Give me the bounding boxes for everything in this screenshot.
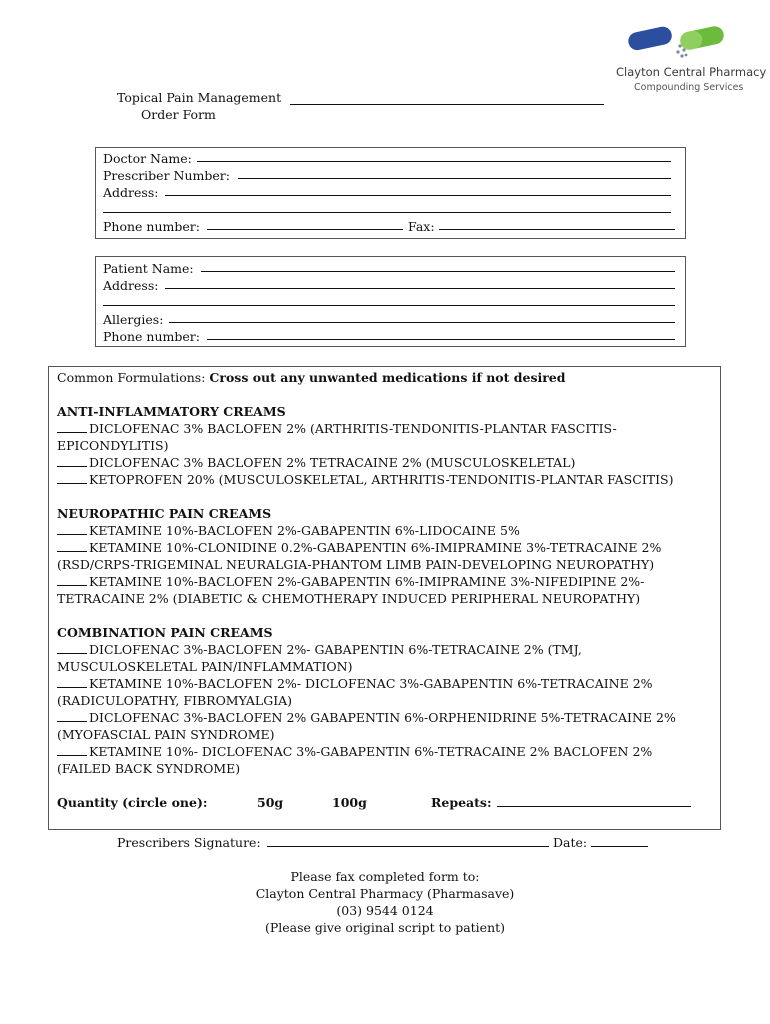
- form-title: Topical Pain Management: [117, 90, 282, 105]
- doctor-fax-label: Fax:: [408, 219, 435, 234]
- formulation-option[interactable]: DICLOFENAC 3%-BACLOFEN 2%- GABAPENTIN 6%-TETRACAINE 2% (TMJ,: [57, 641, 716, 658]
- repeats-field[interactable]: [497, 806, 691, 807]
- footer-line-2: Clayton Central Pharmacy (Pharmasave): [255, 886, 515, 901]
- formulation-option[interactable]: KETOPROFEN 20% (MUSCULOSKELETAL, ARTHRITIS-TENDONITIS-PLANTAR FASCITIS): [57, 471, 716, 488]
- formulation-option-cont: (RSD/CRPS-TRIGEMINAL NEURALGIA-PHANTOM LIMB PAIN-DEVELOPING NEUROPATHY): [57, 557, 655, 572]
- formulations-box: [48, 366, 721, 830]
- form-subtitle: Order Form: [141, 107, 216, 122]
- combination-heading: COMBINATION PAIN CREAMS: [57, 625, 273, 640]
- doctor-phone-label: Phone number:: [103, 219, 200, 234]
- doctor-phone-field[interactable]: [207, 229, 403, 230]
- formulation-option[interactable]: KETAMINE 10%-BACLOFEN 2%- DICLOFENAC 3%-GABAPENTIN 6%-TETRACAINE 2%: [57, 675, 716, 692]
- logo-tagline: Compounding Services: [634, 82, 744, 93]
- date-label: Date:: [553, 835, 588, 850]
- patient-phone-label: Phone number:: [103, 329, 200, 344]
- repeats-label: Repeats:: [431, 795, 492, 810]
- formulation-option[interactable]: KETAMINE 10%-BACLOFEN 2%-GABAPENTIN 6%-IMIPRAMINE 3%-NIFEDIPINE 2%-: [57, 573, 716, 590]
- formulation-option-cont: EPICONDYLITIS): [57, 438, 169, 453]
- formulation-option[interactable]: KETAMINE 10%- DICLOFENAC 3%-GABAPENTIN 6%-TETRACAINE 2% BACLOFEN 2%: [57, 743, 716, 760]
- anti-inflammatory-heading: ANTI-INFLAMMATORY CREAMS: [57, 404, 286, 419]
- doctor-name-field[interactable]: [197, 161, 671, 162]
- logo-company-name: Clayton Central Pharmacy: [616, 65, 767, 79]
- patient-name-label: Patient Name:: [103, 261, 194, 276]
- prescriber-number-field[interactable]: [238, 178, 671, 179]
- patient-details-box: [95, 256, 686, 347]
- doctor-address-field-line2[interactable]: [103, 212, 671, 213]
- formulation-option[interactable]: DICLOFENAC 3% BACLOFEN 2% (ARTHRITIS-TENDONITIS-PLANTAR FASCITIS-: [57, 420, 716, 437]
- pharmacy-logo: [612, 24, 767, 96]
- signature-label: Prescribers Signature:: [117, 835, 261, 850]
- formulation-option-cont: (RADICULOPATHY, FIBROMYALGIA): [57, 693, 293, 708]
- doctor-address-label: Address:: [103, 185, 159, 200]
- formulation-option-cont: TETRACAINE 2% (DIABETIC & CHEMOTHERAPY INDUCED PERIPHERAL NEUROPATHY): [57, 591, 641, 606]
- patient-name-field[interactable]: [201, 271, 675, 272]
- prescriber-number-label: Prescriber Number:: [103, 168, 230, 183]
- footer-line-4: (Please give original script to patient): [264, 920, 506, 935]
- doctor-fax-field[interactable]: [439, 229, 675, 230]
- formulation-option-cont: (MYOFASCIAL PAIN SYNDROME): [57, 727, 275, 742]
- patient-address-field-line2[interactable]: [103, 305, 675, 306]
- formulation-option[interactable]: KETAMINE 10%-CLONIDINE 0.2%-GABAPENTIN 6%-IMIPRAMINE 3%-TETRACAINE 2%: [57, 539, 716, 556]
- date-field[interactable]: [591, 846, 648, 847]
- neuropathic-heading: NEUROPATHIC PAIN CREAMS: [57, 506, 272, 521]
- quantity-option-100g[interactable]: 100g: [332, 795, 367, 810]
- formulation-option-cont: (FAILED BACK SYNDROME): [57, 761, 241, 776]
- patient-address-field[interactable]: [165, 288, 675, 289]
- doctor-address-field[interactable]: [165, 195, 671, 196]
- signature-row: [117, 834, 657, 851]
- doctor-name-label: Doctor Name:: [103, 151, 192, 166]
- allergies-label: Allergies:: [103, 312, 164, 327]
- formulation-option[interactable]: DICLOFENAC 3% BACLOFEN 2% TETRACAINE 2% (MUSCULOSKELETAL): [57, 454, 716, 471]
- formulation-option[interactable]: KETAMINE 10%-BACLOFEN 2%-GABAPENTIN 6%-LIDOCAINE 5%: [57, 522, 716, 539]
- footer-line-1: Please fax completed form to:: [290, 869, 480, 884]
- quantity-label: Quantity (circle one):: [57, 795, 208, 810]
- signature-field[interactable]: [267, 846, 549, 847]
- quantity-option-50g[interactable]: 50g: [257, 795, 284, 810]
- doctor-details-box: [95, 147, 686, 239]
- patient-address-label: Address:: [103, 278, 159, 293]
- form-title-underline: [290, 104, 604, 105]
- footer-phone: (03) 9544 0124: [336, 903, 434, 918]
- quantity-row: [57, 794, 716, 811]
- allergies-field[interactable]: [169, 322, 675, 323]
- formulations-instruction: Cross out any unwanted medications if not desired: [209, 370, 566, 385]
- formulation-option-cont: MUSCULOSKELETAL PAIN/INFLAMMATION): [57, 659, 353, 674]
- formulations-intro: Common Formulations: Cross out any unwanted medications if not desired: [57, 370, 566, 385]
- patient-phone-field[interactable]: [207, 339, 675, 340]
- formulation-option[interactable]: DICLOFENAC 3%-BACLOFEN 2% GABAPENTIN 6%-ORPHENIDRINE 5%-TETRACAINE 2%: [57, 709, 716, 726]
- footer: [0, 868, 770, 936]
- capsule-logo-icon: [612, 24, 762, 64]
